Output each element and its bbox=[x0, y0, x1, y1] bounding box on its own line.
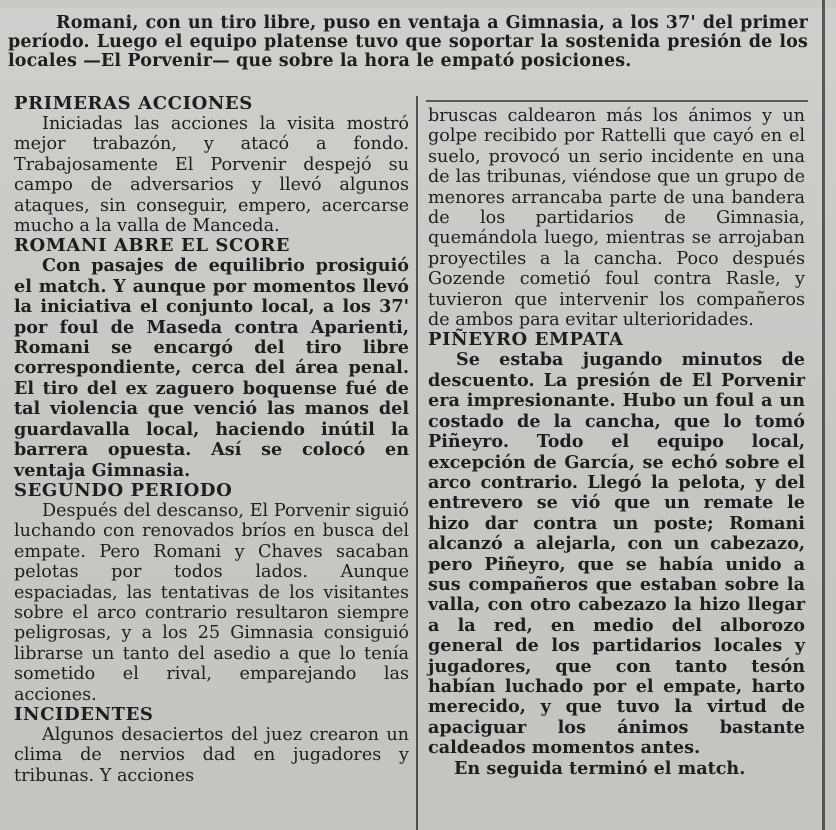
left-column bbox=[14, 94, 409, 786]
paragraph-incidentes-continued: bruscas caldearon más los ánimos y un golpe recibido por Rattelli que cayó en el suelo, provocó un serio incidente en una de las tribunas, viéndose que un grupo de menores arrancaba parte de una bandera de los partidarios de Gimnasia, quemándola luego, mientras se arrojaban proyectiles a la cancha. Poco después Gozende cometió foul contra Rasle, y tuvieron que intervenir los compañeros de ambos para evitar ulterioridades. bbox=[428, 106, 805, 331]
paragraph-pineyro-empata: Se estaba jugando minutos de descuento. La presión de El Porvenir era impresionante. Hubo un foul a un costado de la cancha, que lo tomó Piñeyro. Todo el equipo local, excepción de García, se echó sobre el arco contrario. Llegó la pelota, y del entrevero se vió que un remate le hizo dar contra un poste; Romani alcanzó a alejarla, con un cabezazo, pero Piñeyro, que se había unido a sus compañeros que estaban sobre la valla, con otro cabezazo la hizo llegar a la red, en medio del alborozo general de los partidarios locales y jugadores, que con tanto tesón habían luchado por el empate, harto merecido, y que tuvo la virtud de apaciguar los ánimos bastante caldeados momentos antes. bbox=[428, 349, 805, 759]
page-edge-rule bbox=[822, 0, 825, 830]
right-column-top-rule bbox=[426, 100, 808, 102]
heading-pineyro-empata: PIÑEYRO EMPATA bbox=[428, 329, 624, 351]
torn-top-edge bbox=[0, 0, 836, 8]
paragraph-incidentes: Algunos desaciertos del juez crearon un clima de nervios dad en jugadores y tribunas. Y acciones bbox=[14, 724, 409, 786]
heading-primeras-acciones: PRIMERAS ACCIONES bbox=[14, 93, 253, 114]
heading-segundo-periodo: SEGUNDO PERIODO bbox=[14, 479, 233, 501]
closing-line: En seguida terminó el match. bbox=[454, 757, 746, 779]
lead-paragraph: Romani, con un tiro libre, puso en ventaja a Gimnasia, a los 37' del primer período. Luego el equipo platense tuvo que soportar la sostenida presión de los locales —El Porvenir— que sobre la hora le empató posiciones. bbox=[8, 13, 808, 71]
right-column bbox=[428, 106, 805, 779]
column-divider bbox=[416, 96, 418, 830]
paragraph-romani-abre-el-score: Con pasajes de equilibrio prosiguió el match. Y aunque por momentos llevó la iniciativa el conjunto local, a los 37' por foul de Maseda contra Aparienti, Romani se encargó del tiro libre correspondiente, cerca del área penal. El tiro del ex zaguero boquense fué de tal violencia que venció las manos del guardavalla local, haciendo inútil la barrera opuesta. Así se colocó en ventaja Gimnasia. bbox=[14, 255, 409, 481]
paragraph-segundo-periodo: Después del descanso, El Porvenir siguió luchando con renovados bríos en busca del empate. Pero Romani y Chaves sacaban pelotas por todos lados. Aunque espaciadas, las tentativas de los visitantes sobre el arco contrario resultaron siempre peligrosas, y a los 25 Gimnasia consiguió librarse un tanto del asedio a que lo tenía sometido el rival, emparejando las acciones. bbox=[14, 500, 409, 705]
paragraph-primeras-acciones: Iniciadas las acciones la visita mostró mejor trabazón, y atacó a fondo. Trabajosamente El Porvenir despejó su campo de adversarios y llevó algunos ataques, sin conseguir, empero, acercarse mucho a la valla de Manceda. bbox=[14, 114, 409, 237]
heading-incidentes: INCIDENTES bbox=[14, 703, 154, 725]
heading-romani-abre-el-score: ROMANI ABRE EL SCORE bbox=[14, 235, 291, 257]
